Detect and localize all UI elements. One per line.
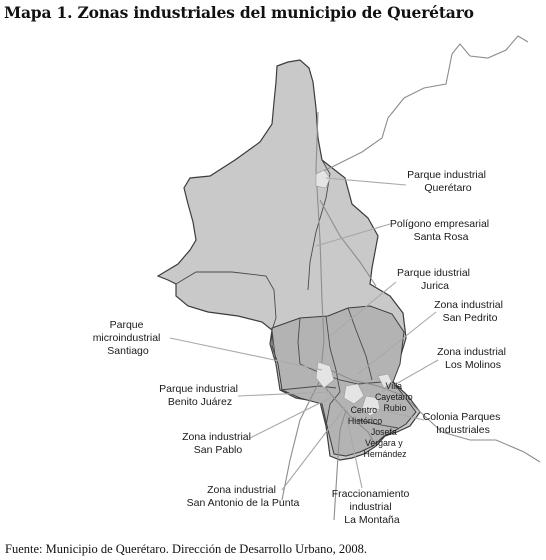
label-jurica: Parque idustrial Jurica (397, 267, 471, 292)
label-los-molinos: Zona industrial Los Molinos (437, 346, 506, 371)
label-san-pablo: Zona industrial San Pablo (182, 431, 251, 456)
label-parques-industriales: Colonia Parques Industriales (422, 411, 501, 436)
label-josefa-vergara: Josefa Vergara y Hernández (363, 427, 407, 459)
label-la-montana: Fraccionamiento industrial La Montaña (331, 488, 410, 526)
label-san-pedrito: Zona industrial San Pedrito (434, 299, 503, 324)
map-title: Mapa 1. Zonas industriales del municipio de Querétaro (4, 3, 474, 22)
label-benito-juarez: Parque industrial Benito Juárez (159, 383, 238, 408)
label-parque-queretaro: Parque industrial Querétaro (407, 169, 486, 194)
label-centro-historico: Centro Histórico (347, 405, 383, 426)
map-figure (0, 28, 546, 538)
label-san-antonio: Zona industrial San Antonio de la Punta (186, 484, 300, 509)
label-santa-rosa: Polígono empresarial Santa Rosa (389, 218, 490, 243)
label-santiago: Parque microindustrial Santiago (92, 319, 161, 357)
source-note: Fuente: Municipio de Querétaro. Dirección de Desarrollo Urbano, 2008. (5, 542, 368, 556)
label-villa-cayetano: Villa Cayetano Rubio (374, 381, 413, 413)
